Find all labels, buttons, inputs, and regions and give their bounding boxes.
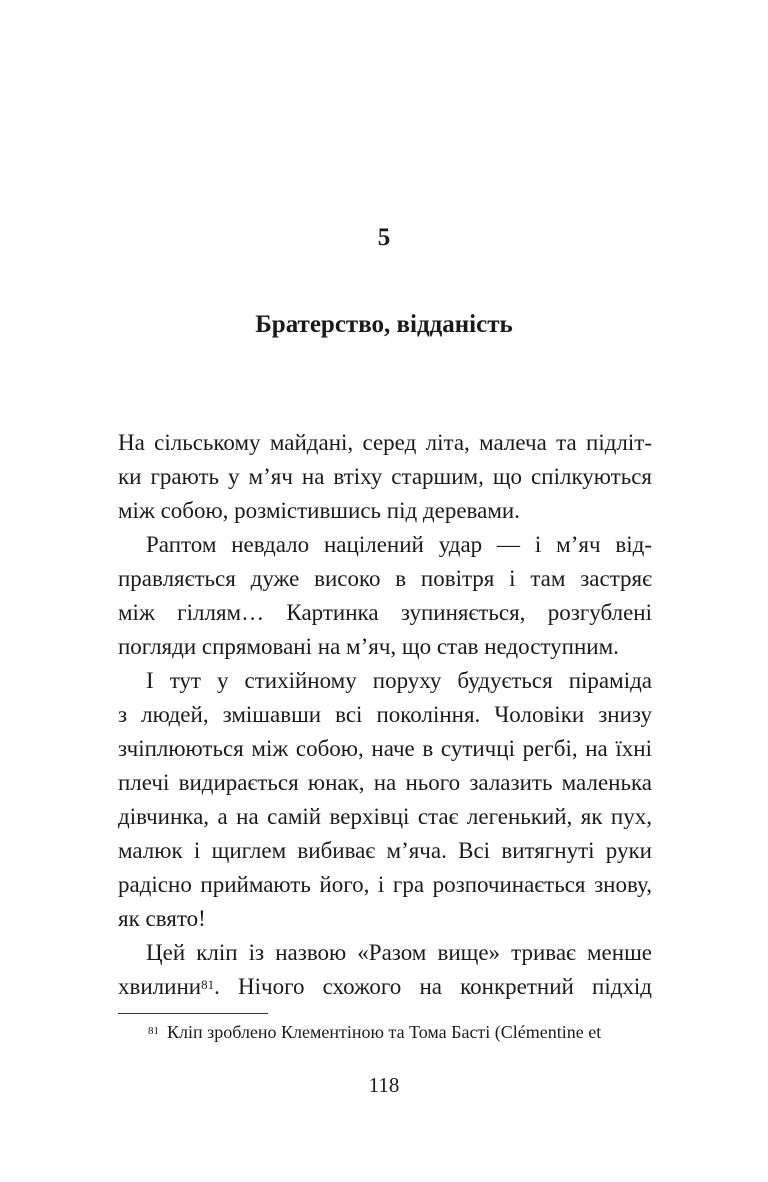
chapter-title: Братерство, відданість	[255, 311, 513, 338]
body-text	[118, 426, 652, 1004]
text-line: дівчинка, а на самій верхівці стає легенький, як пух,	[118, 804, 652, 829]
text-line: плечі видирається юнак, на нього залазить маленька	[118, 770, 652, 795]
text-fragment: хвилини	[118, 974, 202, 999]
text-line: як свято!	[118, 906, 206, 931]
text-line: погляди спрямовані на м’яч, що став недоступним.	[118, 634, 619, 659]
paragraph-4	[118, 936, 652, 1004]
footnote-reference[interactable]: 81	[201, 977, 215, 992]
text-line: між гіллям… Картинка зупиняється, розгублені	[118, 600, 652, 625]
paragraph-1	[118, 426, 652, 528]
footnote-marker: 81	[148, 1025, 159, 1037]
text-line: ки грають у м’яч на втіху старшим, що спілкуються	[118, 464, 652, 489]
text-line: зчіплюються між собою, наче в сутичці регбі, на їхні	[118, 736, 652, 761]
text-line	[118, 970, 652, 1004]
text-line: малюк і щиглем вибиває м’яча. Всі витягнуті руки	[118, 838, 652, 863]
text-line: радісно приймають його, і гра розпочинається знову,	[118, 872, 652, 897]
footnote	[148, 1018, 658, 1046]
footnote-divider	[118, 1013, 268, 1014]
text-line: Раптом невдало націлений удар — і м’яч від-	[146, 532, 652, 557]
chapter-number: 5	[377, 224, 391, 251]
text-fragment: . Нічого схожого на конкретний підхід	[214, 974, 652, 999]
text-line: з людей, змішавши всі покоління. Чоловіки знизу	[118, 702, 652, 727]
text-line: між собою, розмістившись під деревами.	[118, 498, 520, 523]
text-line: Цей кліп із назвою «Разом вище» триває менше	[146, 940, 652, 965]
footnote-text: Кліп зроблено Клементіною та Тома Басті (Clémentine et	[167, 1022, 602, 1042]
paragraph-2	[118, 528, 652, 664]
text-line: правляється дуже високо в повітря і там застряє	[118, 566, 652, 591]
text-line: І тут у стихійному поруху будується піраміда	[146, 668, 652, 693]
text-line: На сільському майдані, серед літа, малеча та підліт-	[118, 430, 652, 455]
paragraph-3	[118, 664, 652, 936]
page-number: 118	[368, 1073, 400, 1097]
